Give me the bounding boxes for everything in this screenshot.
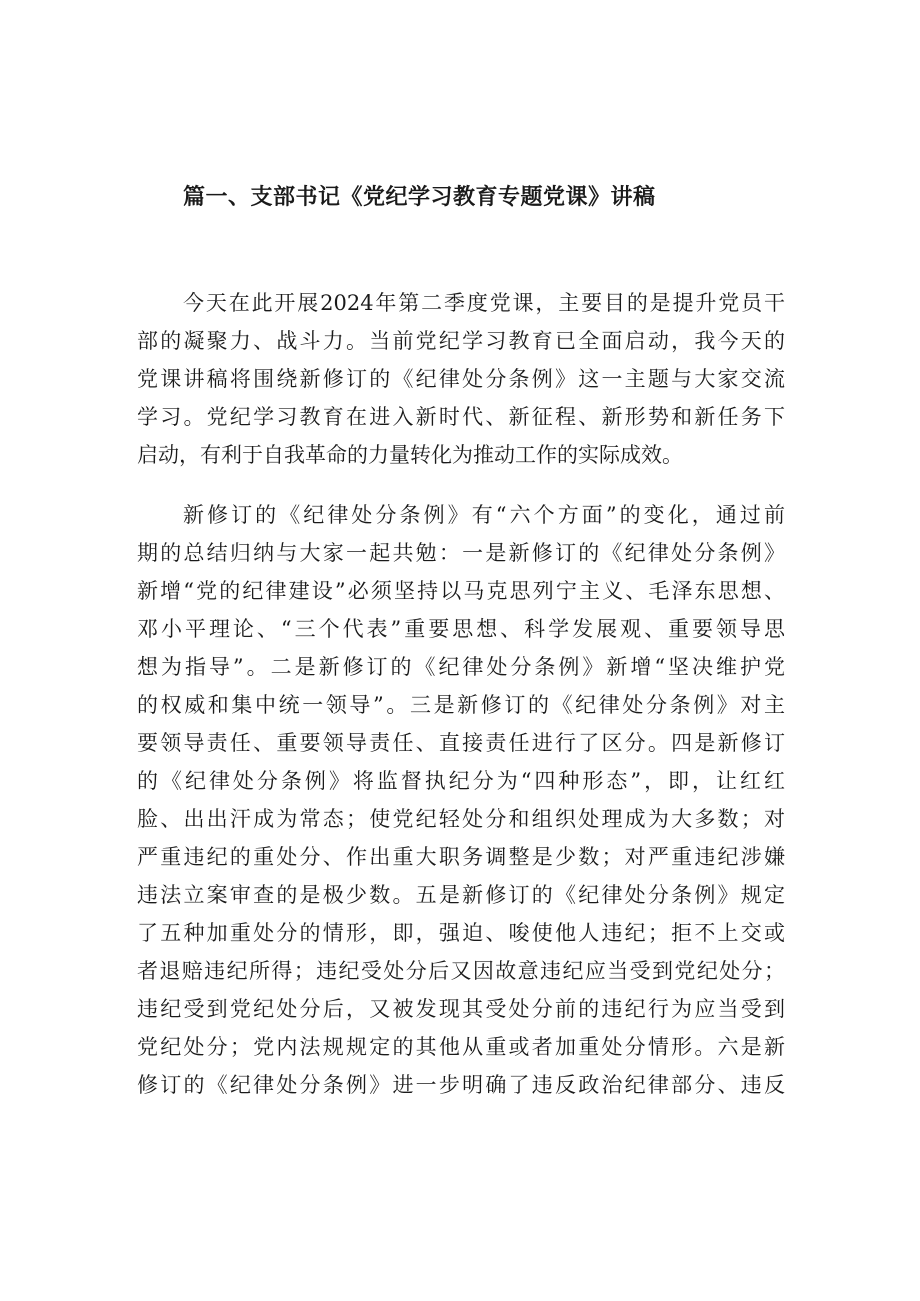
paragraph-2-line-3: 新增“党的纪律建设”必须坚持以马克思列宁主义、毛泽东思想、 <box>137 579 785 603</box>
paragraph-2-line-14: 违纪受到党纪处分后，又被发现其受处分前的违纪行为应当受到 <box>137 997 785 1021</box>
paragraph-1-line-4: 学习。党纪学习教育在进入新时代、新征程、新形势和新任务下 <box>137 405 785 429</box>
paragraph-2-line-10: 严重违纪的重处分、作出重大职务调整是少数；对严重违纪涉嫌 <box>137 845 785 869</box>
paragraph-2-line-9: 脸、出出汗成为常态；使党纪轻处分和组织处理成为大多数；对 <box>137 807 785 831</box>
paragraph-2-line-5: 想为指导”。二是新修订的《纪律处分条例》新增“坚决维护党 <box>137 655 785 679</box>
paragraph-2-line-12: 了五种加重处分的情形，即，强迫、唆使他人违纪；拒不上交或 <box>137 921 785 945</box>
paragraph-2-line-1: 新修订的《纪律处分条例》有“六个方面”的变化，通过前 <box>183 503 785 527</box>
paragraph-2-line-7: 要领导责任、重要领导责任、直接责任进行了区分。四是新修订 <box>137 731 785 755</box>
paragraph-2-line-16: 修订的《纪律处分条例》进一步明确了违反政治纪律部分、违反 <box>137 1073 785 1097</box>
document-title: 篇一、支部书记《党纪学习教育专题党课》讲稿 <box>183 185 656 210</box>
paragraph-2-line-13: 者退赔违纪所得；违纪受处分后又因故意违纪应当受到党纪处分； <box>137 959 785 983</box>
paragraph-1-line-1: 今天在此开展2024年第二季度党课，主要目的是提升党员干 <box>183 291 785 315</box>
paragraph-2-line-8: 的《纪律处分条例》将监督执纪分为“四种形态”，即，让红红 <box>137 769 785 793</box>
paragraph-2-line-11: 违法立案审查的是极少数。五是新修订的《纪律处分条例》规定 <box>137 883 785 907</box>
paragraph-1-line-5: 启动，有利于自我革命的力量转化为推动工作的实际成效。 <box>137 443 683 467</box>
paragraph-2-line-6: 的权威和集中统一领导”。三是新修订的《纪律处分条例》对主 <box>137 693 785 717</box>
paragraph-2-line-15: 党纪处分；党内法规规定的其他从重或者加重处分情形。六是新 <box>137 1035 785 1059</box>
paragraph-1-line-2: 部的凝聚力、战斗力。当前党纪学习教育已全面启动，我今天的 <box>137 329 785 353</box>
paragraph-2-line-2: 期的总结归纳与大家一起共勉：一是新修订的《纪律处分条例》 <box>137 541 785 565</box>
paragraph-1-line-3: 党课讲稿将围绕新修订的《纪律处分条例》这一主题与大家交流 <box>137 367 785 391</box>
paragraph-2-line-4: 邓小平理论、“三个代表”重要思想、科学发展观、重要领导思 <box>137 617 785 641</box>
